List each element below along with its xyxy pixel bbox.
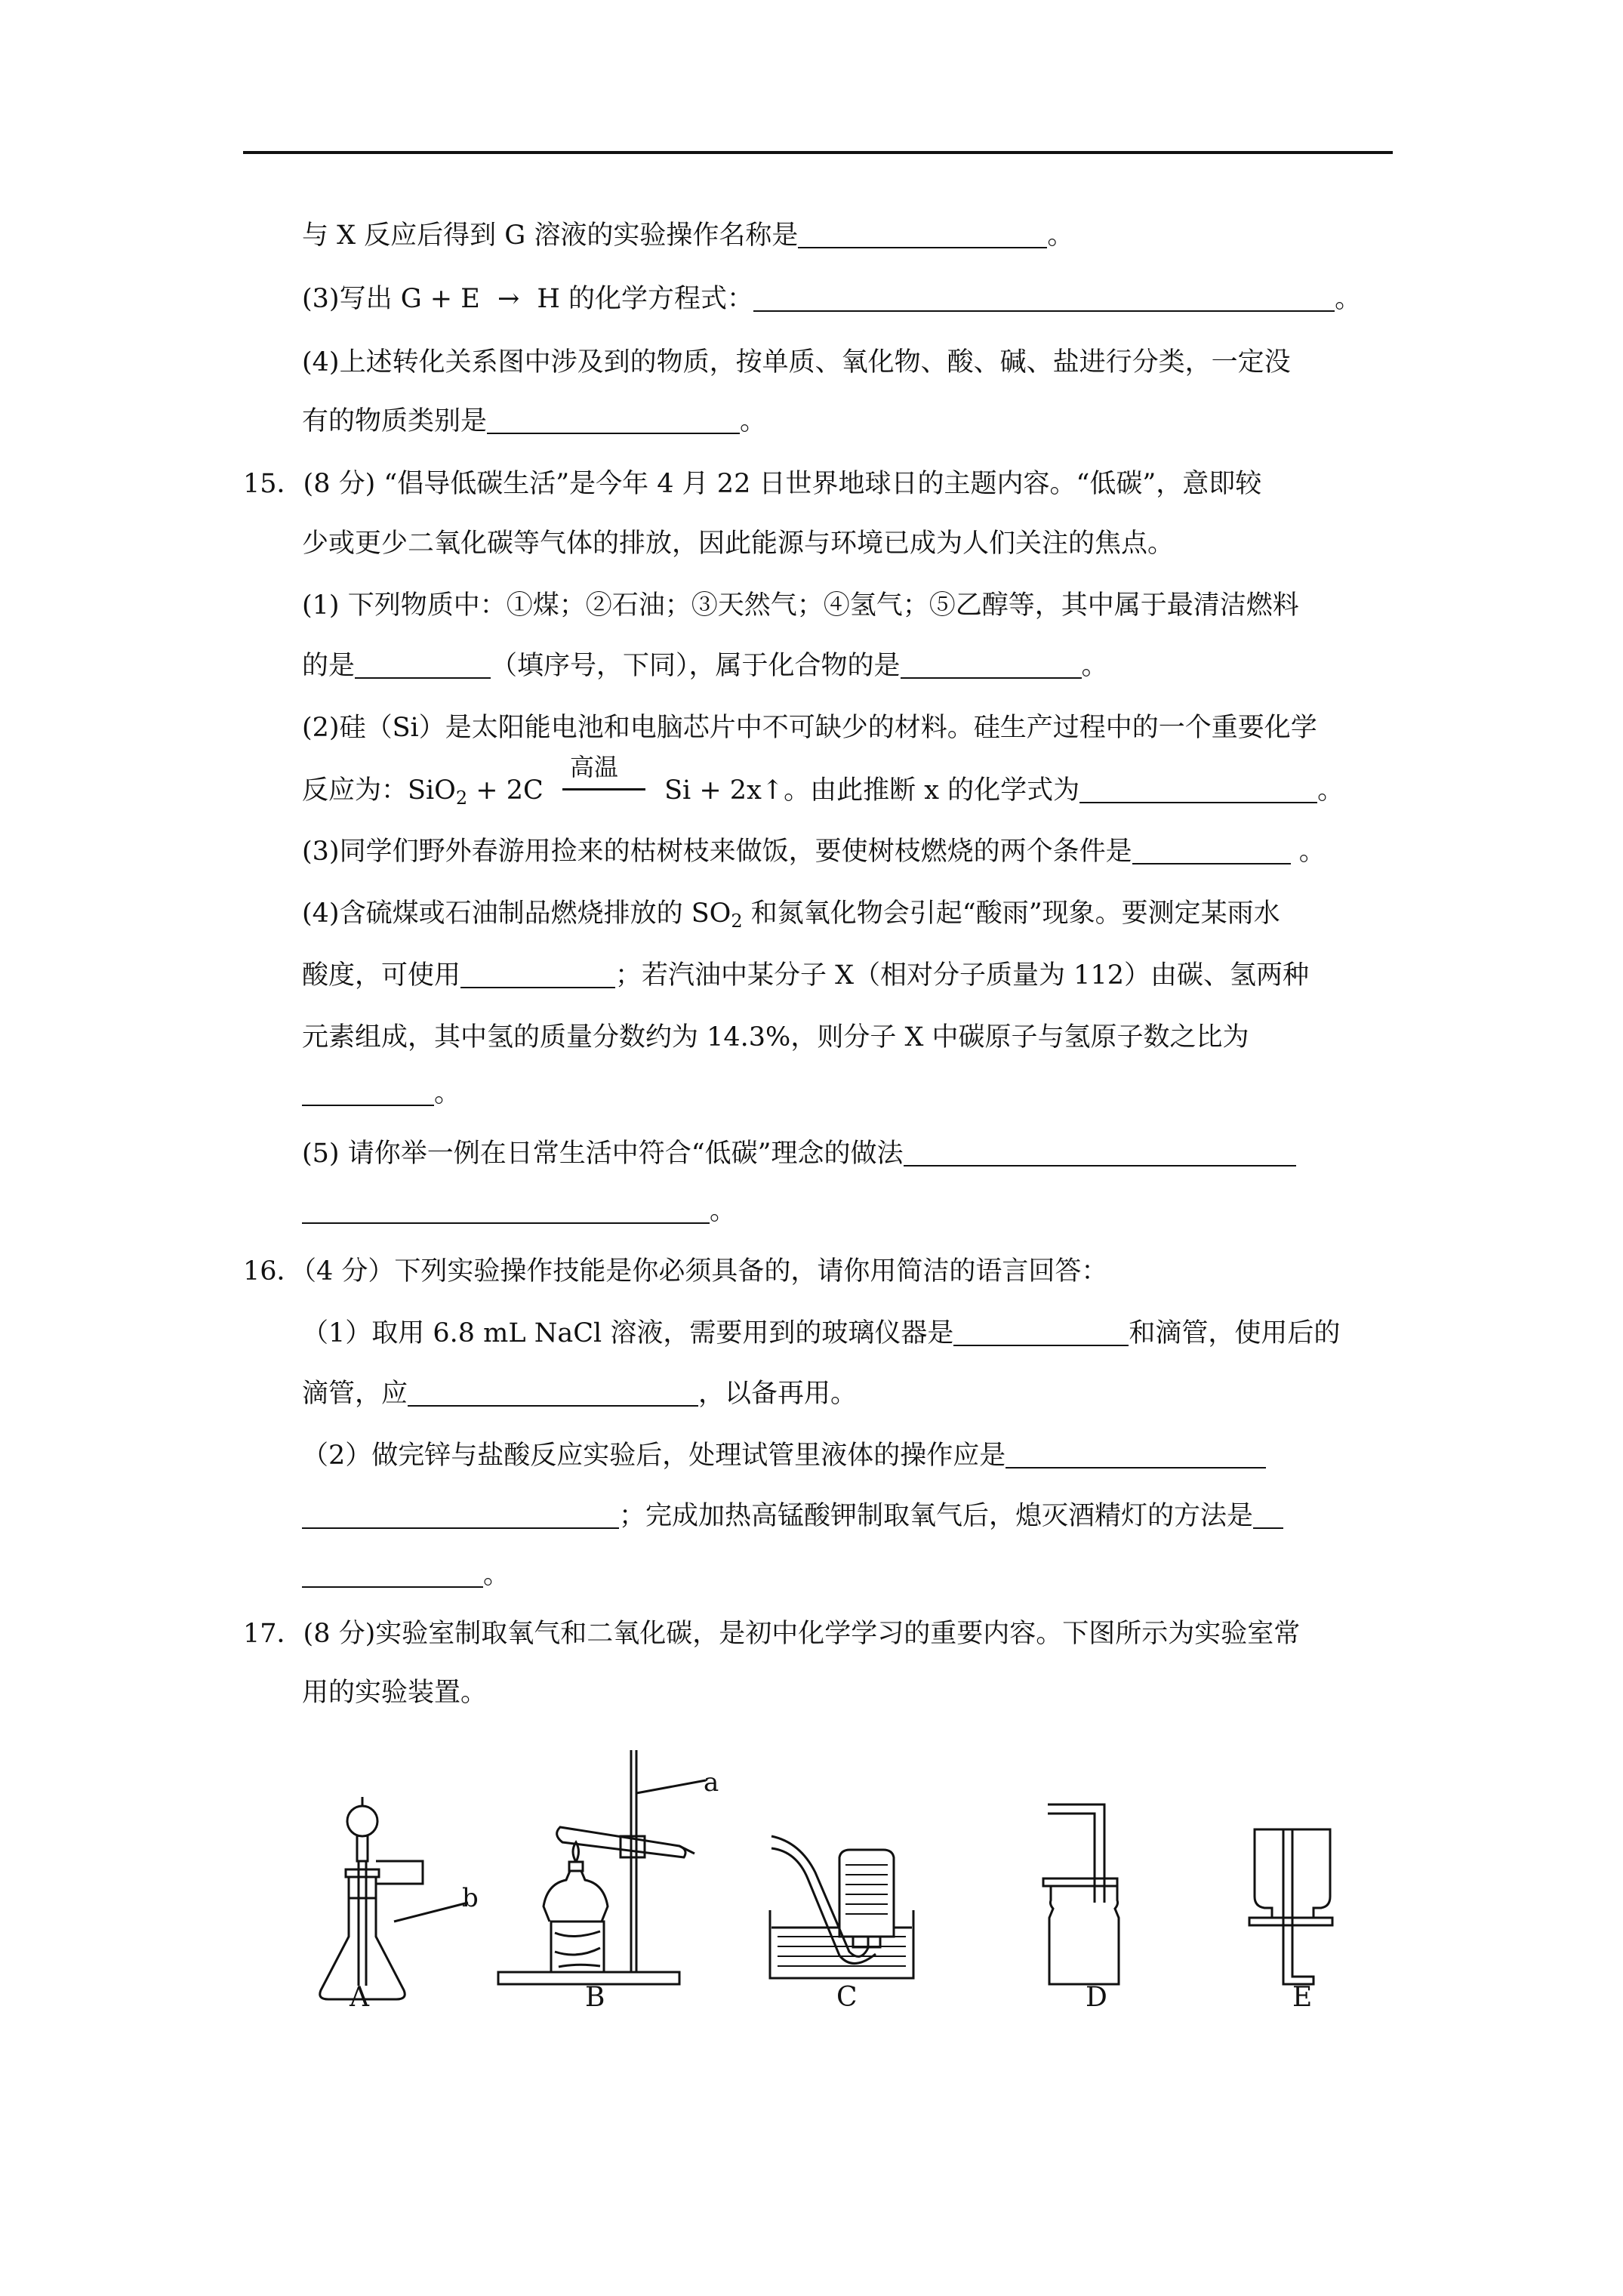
text: (2)硅（Si）是太阳能电池和电脑芯片中不可缺少的材料。硅生产过程中的一个重要化学 (302, 713, 1317, 743)
text: 。 (1298, 837, 1326, 867)
text: 17．(8 分)实验室制取氧气和二氧化碳，是初中化学学习的重要内容。下图所示为实验室常 (243, 1619, 1301, 1649)
text: 用的实验装置。 (302, 1678, 488, 1708)
text: 。 (1047, 220, 1074, 251)
subscript: 2 (731, 911, 743, 932)
apparatus-d (1043, 1804, 1119, 1984)
text: ，以备再用。 (698, 1379, 858, 1409)
text: （填序号，下同），属于化合物的是 (491, 651, 901, 681)
text: + 2C (467, 775, 544, 806)
text: Si + 2x↑。由此推断 x 的化学式为 (664, 775, 1080, 806)
label-apparatus-c: C (836, 1982, 858, 2013)
text: 滴管，应 (302, 1379, 408, 1409)
text: (5) 请你举一例在日常生活中符合“低碳”理念的做法 (302, 1139, 904, 1169)
subscript: 2 (455, 787, 468, 809)
text: 少或更少二氧化碳等气体的排放，因此能源与环境已成为人们关注的焦点。 (302, 529, 1175, 559)
text: 。 (1335, 284, 1362, 314)
text: H 的化学方程式： (537, 284, 754, 314)
label-apparatus-d: D (1086, 1982, 1107, 2013)
text: (4)上述转化关系图中涉及到的物质，按单质、氧化物、酸、碱、盐进行分类，一定没 (302, 347, 1291, 378)
text: 。 (483, 1560, 510, 1590)
apparatus-e (1249, 1829, 1332, 1984)
text: (4)含硫煤或石油制品燃烧排放的 SO (302, 898, 731, 929)
label-apparatus-e: E (1292, 1982, 1313, 2013)
text: 。 (740, 406, 767, 436)
label-apparatus-b: B (585, 1982, 605, 2013)
apparatus-a (320, 1797, 479, 1999)
text: (1) 下列物质中：①煤；②石油；③天然气；④氢气；⑤乙醇等，其中属于最清洁燃料 (302, 590, 1299, 621)
label-b: b (462, 1883, 479, 1913)
text: 有的物质类别是 (302, 406, 488, 436)
text: 。 (434, 1078, 461, 1108)
label-a: a (704, 1767, 719, 1798)
condition-label: 高温 (569, 753, 618, 781)
text: (3)写出 G + E (302, 284, 480, 314)
text: 15．(8 分) “倡导低碳生活”是今年 4 月 22 日世界地球日的主题内容。“低碳”，意即较 (243, 469, 1262, 499)
text: (3)同学们野外春游用捡来的枯树枝来做饭，要使树枝燃烧的两个条件是 (302, 837, 1132, 867)
arrow-symbol: → (497, 284, 520, 314)
text: 的是 (302, 651, 356, 681)
text: 16．（4 分）下列实验操作技能是你必须具备的，请你用简洁的语言回答： (243, 1256, 1108, 1287)
text: 反应为：SiO (302, 775, 456, 806)
text: ；完成加热高锰酸钾制取氧气后，熄灭酒精灯的方法是 (619, 1501, 1254, 1531)
text: 和滴管，使用后的 (1129, 1318, 1341, 1348)
text: 。 (710, 1196, 737, 1226)
text: （2）做完锌与盐酸反应实验后，处理试管里液体的操作应是 (302, 1441, 1006, 1471)
text: 酸度，可使用 (302, 960, 461, 991)
text: 。 (1081, 651, 1108, 681)
text: （1）取用 6.8 mL NaCl 溶液，需要用到的玻璃仪器是 (302, 1318, 954, 1348)
text: 元素组成，其中氢的质量分数约为 14.3%，则分子 X 中碳原子与氢原子数之比为 (302, 1022, 1249, 1052)
text: ；若汽油中某分子 X（相对分子质量为 112）由碳、氢两种 (615, 960, 1309, 991)
text: 和氮氧化物会引起“酸雨”现象。要测定某雨水 (742, 898, 1280, 929)
text: 。 (1317, 775, 1344, 806)
apparatus-c (770, 1836, 913, 1978)
apparatus-b (498, 1750, 719, 1984)
label-apparatus-a: A (350, 1982, 369, 2013)
text: 与 X 反应后得到 G 溶液的实验操作名称是 (302, 220, 799, 251)
